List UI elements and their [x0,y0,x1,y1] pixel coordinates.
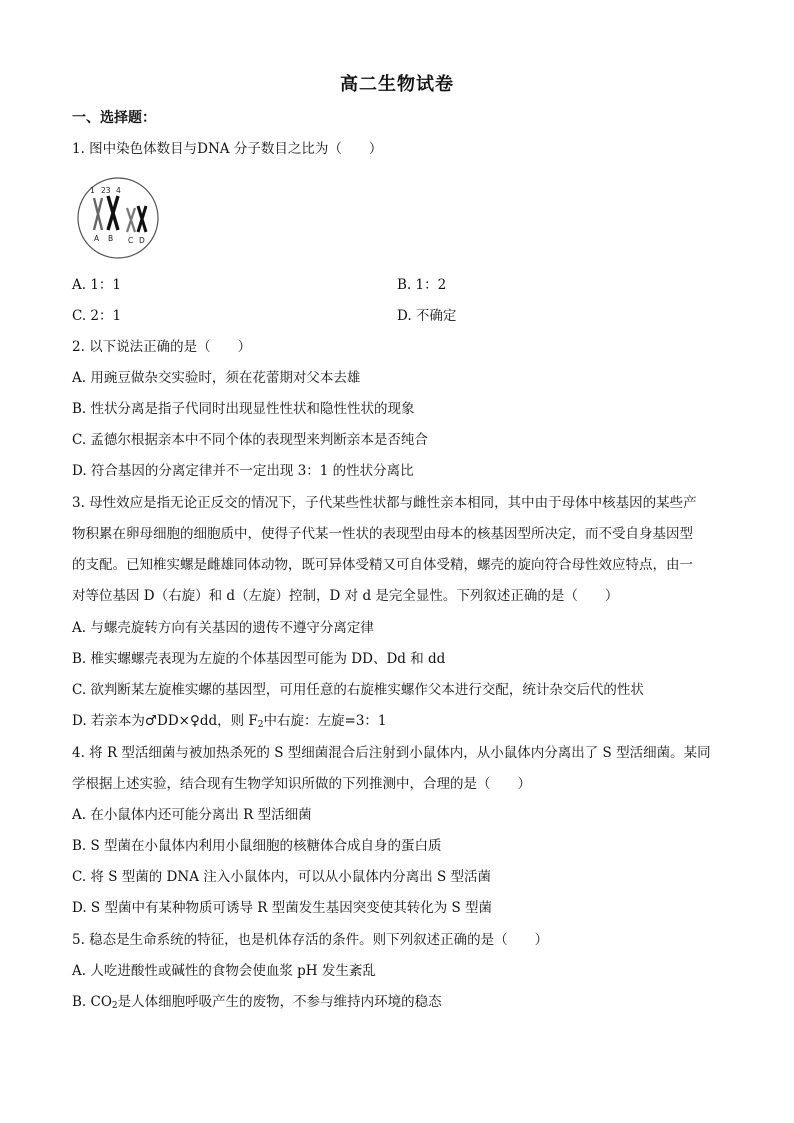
section-heading: 一、选择题： [72,110,156,126]
chromosome-d [138,206,146,232]
q3-option-d-subscript: 2 [257,720,264,730]
chromosome-b [108,196,118,230]
chromosome-a [94,198,102,230]
q3-option-d-text-1: D. 若亲本为♂DD×♀dd，则 F [72,713,258,729]
q1-option-c: C. 2：1 [72,308,122,324]
q4-option-c: C. 将 S 型菌的 DNA 注入小鼠体内，可以从小鼠体内分离出 S 型活菌 [72,869,492,885]
q5-option-b [72,992,442,1016]
chromosome-figure [72,176,164,260]
q3-option-d-text-2: 中右旋：左旋=3：1 [263,713,387,729]
q5-option-b-text-2: 是人体细胞呼吸产生的废物，不参与维持内环境的稳态 [117,994,442,1010]
q2-option-c: C. 孟德尔根据亲本中不同个体的表现型来判断亲本是否纯合 [72,432,428,448]
q2-option-b: B. 性状分离是指子代同时出现显性性状和隐性性状的现象 [72,401,415,417]
label-23: 23 [101,186,111,195]
q3-option-b: B. 椎实螺螺壳表现为左旋的个体基因型可能为 DD、Dd 和 dd [72,651,446,667]
question-4-stem-line-2: 学根据上述实验，结合现有生物学知识所做的下列推测中，合理的是（ ） [72,776,531,792]
label-1: 1 [90,186,95,195]
q4-option-a: A. 在小鼠体内还可能分离出 R 型活细菌 [72,807,312,823]
q5-option-a: A. 人吃进酸性或碱性的食物会使血浆 pH 发生紊乱 [72,963,376,979]
q5-option-b-text-1: B. CO [72,994,112,1010]
q1-option-d: D. 不确定 [397,308,457,324]
question-4-stem-line-1: 4. 将 R 型活细菌与被加热杀死的 S 型细菌混合后注射到小鼠体内，从小鼠体内分离出了 S 型活细菌。某同 [72,745,711,761]
question-3-stem-line-2: 物积累在卵母细胞的细胞质中，使得子代某一性状的表现型由母本的核基因型所决定，而不受自身基因型 [72,526,693,542]
q2-option-a: A. 用豌豆做杂交实验时，须在花蕾期对父本去雄 [72,370,361,386]
chromosome-c [127,208,135,232]
question-3-stem-line-3: 的支配。已知椎实螺是雌雄同体动物，既可异体受精又可自体受精，螺壳的旋向符合母性效应特点，由一 [72,557,693,573]
q4-option-d: D. S 型菌中有某种物质可诱导 R 型菌发生基因突变使其转化为 S 型菌 [72,900,493,916]
question-1-stem: 1. 图中染色体数目与DNA 分子数目之比为（ ） [72,141,383,157]
question-3-stem-line-4: 对等位基因 D（右旋）和 d（左旋）控制，D 对 d 是完全显性。下列叙述正确的是（ ） [72,588,619,604]
label-b: B [108,234,114,243]
page-title: 高二生物试卷 [340,74,454,95]
q3-option-c: C. 欲判断某左旋椎实螺的基因型，可用任意的右旋椎实螺作父本进行交配，统计杂交后代的性状 [72,682,644,698]
q3-option-d [72,711,387,735]
q4-option-b: B. S 型菌在小鼠体内利用小鼠细胞的核糖体合成自身的蛋白质 [72,838,442,854]
chromosome-diagram [72,176,164,260]
label-d: D [139,236,145,245]
label-c: C [128,236,134,245]
question-2-stem: 2. 以下说法正确的是（ ） [72,339,252,355]
q1-option-b: B. 1：2 [397,277,447,293]
q1-option-a: A. 1：1 [72,277,122,293]
label-a: A [94,234,100,243]
label-4: 4 [116,186,121,195]
question-3-stem-line-1: 3. 母性效应是指无论正反交的情况下，子代某些性状都与雌性亲本相同，其中由于母体中核基因的某些产 [72,495,697,511]
q2-option-d: D. 符合基因的分离定律并不一定出现 3：1 的性状分离比 [72,463,414,479]
question-5-stem: 5. 稳态是生命系统的特征，也是机体存活的条件。则下列叙述正确的是（ ） [72,932,549,948]
q3-option-a: A. 与螺壳旋转方向有关基因的遗传不遵守分离定律 [72,620,374,636]
q5-option-b-subscript: 2 [111,1001,118,1011]
